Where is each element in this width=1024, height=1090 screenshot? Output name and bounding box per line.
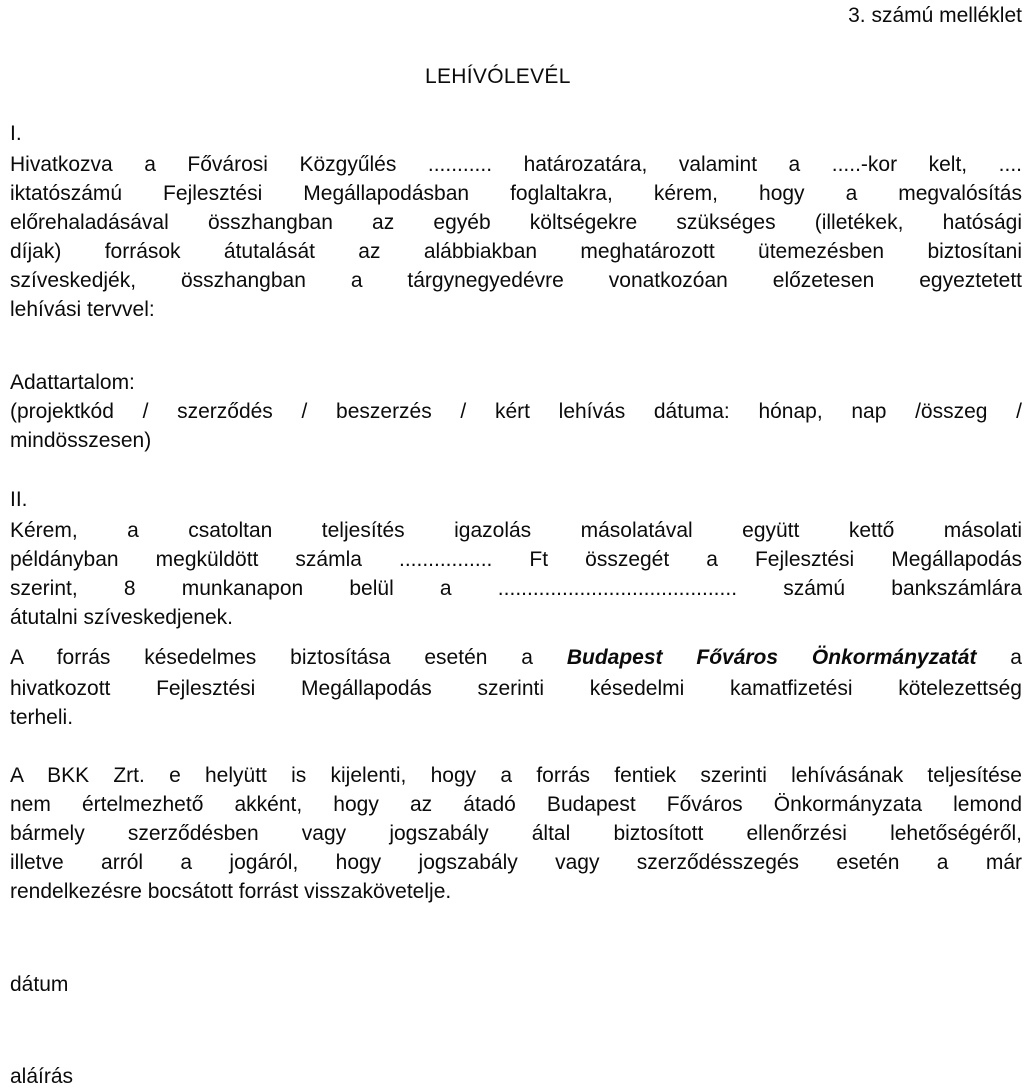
late-payment-pre: A forrás késedelmes biztosítása esetén a	[10, 646, 567, 669]
data-content-line: (projektkód / szerződés / beszerzés / kért lehívás dátuma: hónap, nap /összeg /	[10, 400, 1022, 423]
paragraph-line: terheli.	[10, 706, 74, 729]
annex-label: 3. számú melléklet	[848, 4, 1022, 27]
paragraph-line: Kérem, a csatoltan teljesítés igazolás másolatával együtt kettő másolati	[10, 519, 1022, 542]
late-payment-line	[10, 645, 1022, 671]
paragraph-line: illetve arról a jogáról, hogy jogszabály vagy szerződésszegés esetén a már	[10, 851, 1022, 874]
municipality-name: Budapest Főváros Önkormányzatát	[566, 646, 977, 669]
data-content-line: mindösszesen)	[10, 429, 152, 452]
document-title: LEHÍVÓLEVÉL	[425, 65, 571, 88]
paragraph-line: bármely szerződésben vagy jogszabály által biztosított ellenőrzési lehetőségéről,	[10, 822, 1022, 845]
section-2-heading: II.	[10, 488, 28, 511]
signature-label: aláírás	[10, 1065, 74, 1088]
late-payment-post: a	[976, 646, 1022, 669]
data-content-label: Adattartalom:	[10, 371, 135, 394]
paragraph-line: A BKK Zrt. e helyütt is kijelenti, hogy a forrás fentiek szerinti lehívásának teljesítése	[10, 764, 1022, 787]
paragraph-line: iktatószámú Fejlesztési Megállapodásban foglaltakra, kérem, hogy a megvalósítás	[10, 182, 1022, 205]
paragraph-line: Hivatkozva a Fővárosi Közgyűlés ........... határozatára, valamint a .....-kor kelt, ....	[10, 153, 1022, 176]
paragraph-line: lehívási tervvel:	[10, 298, 155, 321]
paragraph-line: nem értelmezhető akként, hogy az átadó Budapest Főváros Önkormányzata lemond	[10, 793, 1022, 816]
paragraph-line: szerint, 8 munkanapon belül a ......................................... számú bankszámlára	[10, 577, 1022, 600]
paragraph-line: átutalni szíveskedjenek.	[10, 606, 233, 629]
paragraph-line: rendelkezésre bocsátott forrást visszakövetelje.	[10, 880, 452, 903]
section-1-heading: I.	[10, 122, 22, 145]
paragraph-line: díjak) források átutalását az alábbiakban meghatározott ütemezésben biztosítani	[10, 240, 1022, 263]
paragraph-line: példányban megküldött számla ................ Ft összegét a Fejlesztési Megállapodás	[10, 548, 1022, 571]
date-label: dátum	[10, 973, 69, 996]
paragraph-line: hivatkozott Fejlesztési Megállapodás szerinti késedelmi kamatfizetési kötelezettség	[10, 677, 1022, 700]
paragraph-line: előrehaladásával összhangban az egyéb költségekre szükséges (illetékek, hatósági	[10, 211, 1022, 234]
paragraph-line: szíveskedjék, összhangban a tárgynegyedévre vonatkozóan előzetesen egyeztetett	[10, 269, 1022, 292]
